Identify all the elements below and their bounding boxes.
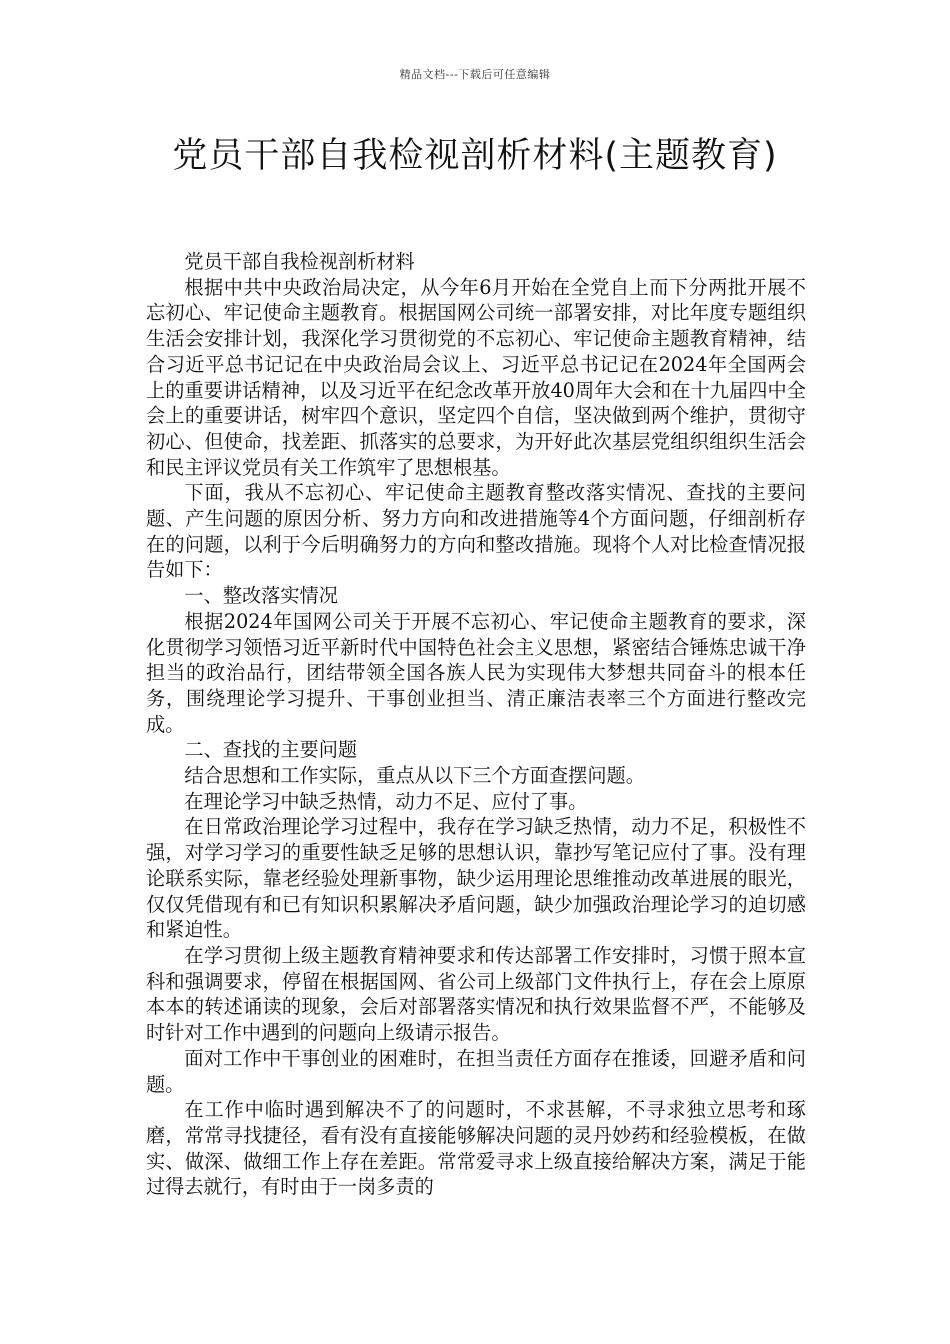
page-header-watermark: 精品文档---下载后可任意编辑 <box>399 68 551 81</box>
paragraph: 面对工作中干事创业的困难时，在担当责任方面存在推诿，回避矛盾和问题。 <box>146 1046 806 1096</box>
document-title: 党员干部自我检视剖析材料(主题教育) <box>172 136 778 176</box>
paragraph: 在工作中临时遇到解决不了的问题时，不求甚解，不寻求独立思考和琢磨，常常寻找捷径，看有没有直接能够解决问题的灵丹妙药和经验模板，在做实、做深、做细工作上存在差距。常常爱寻求上级直接给解决方案，满足于能过得去就行，有时由于一岗多责的 <box>146 1098 806 1199</box>
paragraph: 根据2024年国网公司关于开展不忘初心、牢记使命主题教育的要求，深化贯彻学习领悟习近平新时代中国特色社会主义思想，紧密结合锤炼忠诚干净担当的政治品行，团结带领全国各族人民为实现伟大梦想共同奋斗的根本任务，围绕理论学习提升、干事创业担当、清正廉洁表率三个方面进行整改完成。 <box>146 609 806 736</box>
document-body <box>146 249 806 1200</box>
section-heading: 二、查找的主要问题 <box>184 738 358 762</box>
paragraph: 结合思想和工作实际，重点从以下三个方面查摆问题。 <box>184 764 645 788</box>
paragraph: 在学习贯彻上级主题教育精神要求和传达部署工作安排时，习惯于照本宣科和强调要求，停留在根据国网、省公司上级部门文件执行上，存在会上原原本本的转述诵读的现象，会后对部署落实情况和执行效果监督不严，不能够及时针对工作中遇到的问题向上级请示报告。 <box>146 943 806 1045</box>
paragraph: 根据中共中央政治局决定，从今年6月开始在全党自上而下分两批开展不忘初心、牢记使命主题教育。根据国网公司统一部署安排，对比年度专题组织生活会安排计划，我深化学习贯彻党的不忘初心、牢记使命主题教育精神，结合习近平总书记记在中央政治局会议上、习近平总书记记在2024年全国两会上的重要讲话精神，以及习近平在纪念改革开放40周年大会和在十九届四中全会上的重要讲话，树牢四个意识，坚定四个自信，坚决做到两个维护，贯彻守初心、但使命，找差距、抓落实的总要求，为开好此次基层党组织组织生活会和民主评议党员有关工作筑牢了思想根基。 <box>146 275 806 479</box>
paragraph: 在理论学习中缺乏热情，动力不足、应付了事。 <box>184 789 588 813</box>
paragraph: 党员干部自我检视剖析材料 <box>184 250 415 273</box>
paragraph: 在日常政治理论学习过程中，我存在学习缺乏热情，动力不足，积极性不强，对学习学习的重要性缺乏足够的思想认识，靠抄写笔记应付了事。没有理论联系实际，靠老经验处理新事物，缺少运用理论思维推动改革进展的眼光，仅仅凭借现有和已有知识积累解决矛盾问题，缺少加强政治理论学习的迫切感和紧迫性。 <box>146 815 806 942</box>
section-heading: 一、整改落实情况 <box>184 584 338 608</box>
paragraph: 下面，我从不忘初心、牢记使命主题教育整改落实情况、查找的主要问题、产生问题的原因分析、努力方向和改进措施等4个方面问题，仔细剖析存在的问题，以利于今后明确努力的方向和整改措施。现将个人对比检查情况报告如下： <box>146 481 806 582</box>
